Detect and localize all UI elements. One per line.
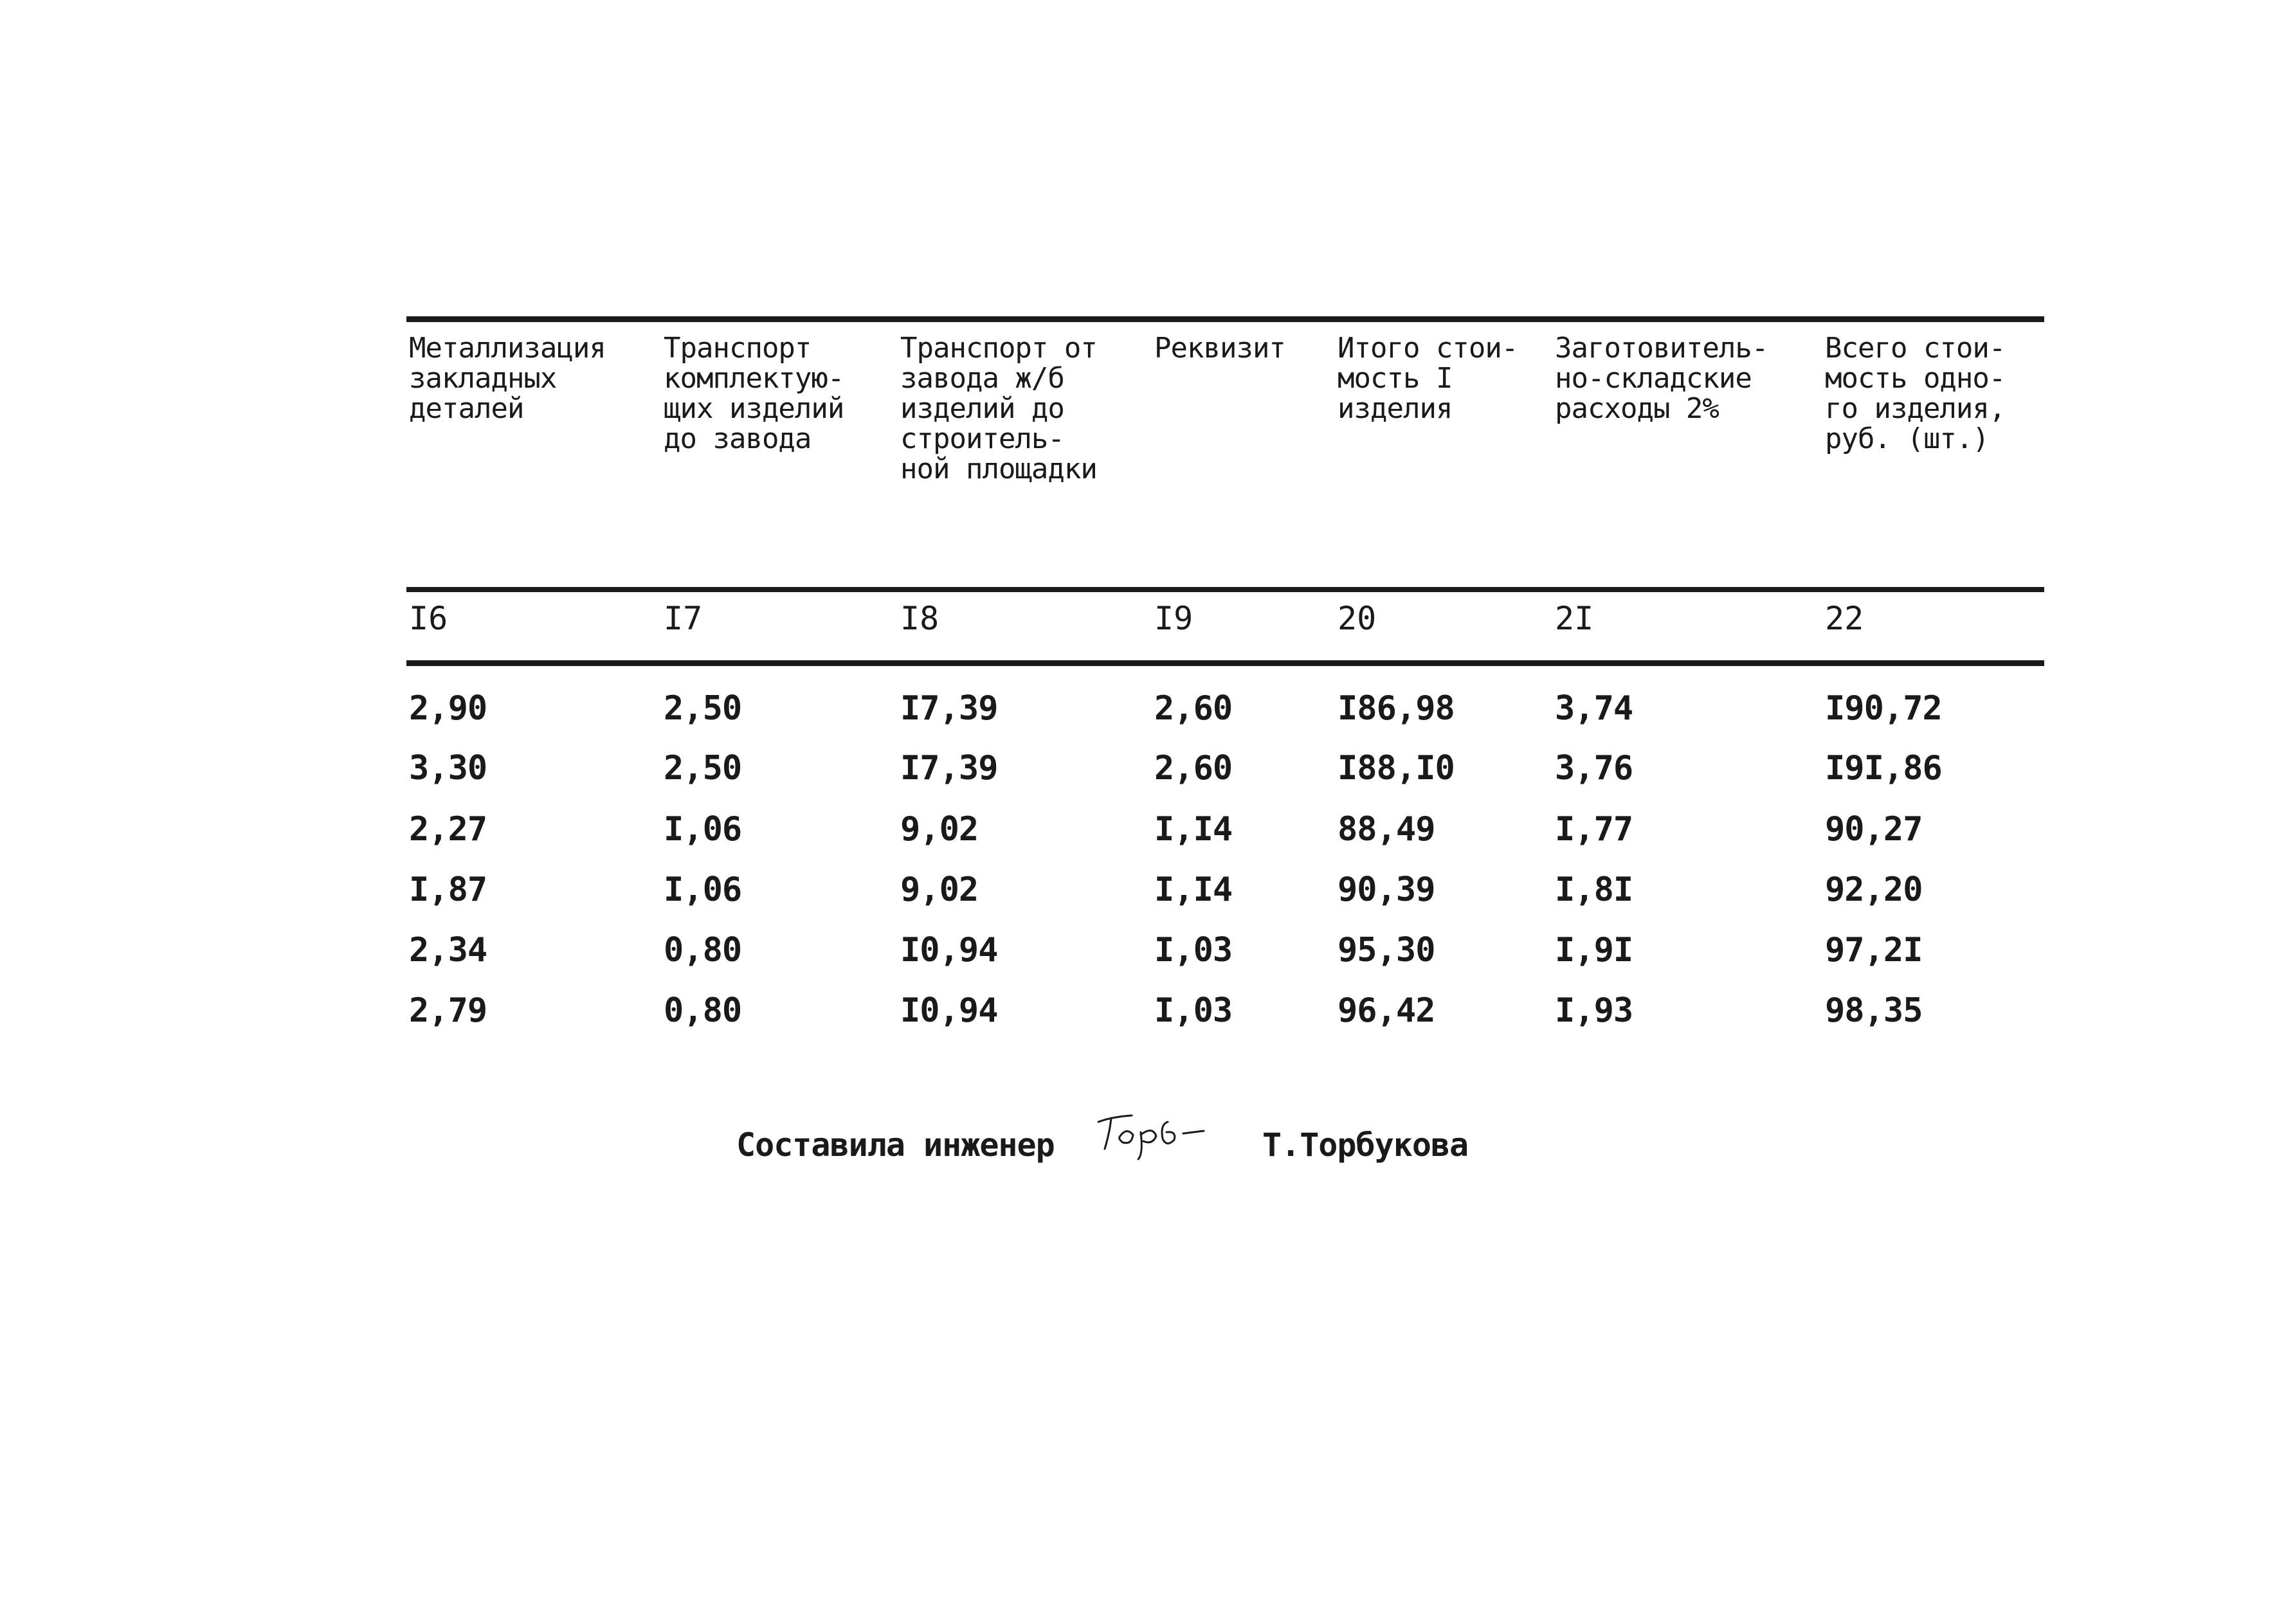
table-cell: 0,80 <box>664 991 742 1030</box>
handwritten-signature <box>1093 1103 1222 1160</box>
table-cell: 2,50 <box>664 689 742 728</box>
column-number-17: I7 <box>664 600 703 637</box>
table-cell: I,03 <box>1154 991 1233 1030</box>
table-cell: 2,79 <box>409 991 487 1030</box>
table-number-rule <box>406 660 2044 666</box>
table-cell: I7,39 <box>900 689 998 728</box>
table-cell: 2,90 <box>409 689 487 728</box>
column-number-16: I6 <box>409 600 448 637</box>
table-cell: 92,20 <box>1825 871 1923 909</box>
table-cell: 90,27 <box>1825 810 1923 849</box>
table-cell: 3,74 <box>1555 689 1633 728</box>
engineer-name: Т.Торбукова <box>1262 1126 1469 1164</box>
table-cell: I,06 <box>664 810 742 849</box>
table-cell: I,03 <box>1154 931 1233 970</box>
table-cell: 2,60 <box>1154 749 1233 788</box>
column-number-18: I8 <box>900 600 939 637</box>
column-number-19: I9 <box>1154 600 1193 637</box>
table-cell: I9I,86 <box>1825 749 1942 788</box>
table-cell: I,77 <box>1555 810 1633 849</box>
table-cell: I,93 <box>1555 991 1633 1030</box>
table-cell: I,06 <box>664 871 742 909</box>
table-cell: 98,35 <box>1825 991 1923 1030</box>
table-cell: 2,34 <box>409 931 487 970</box>
table-cell: I90,72 <box>1825 689 1942 728</box>
column-header-metallization: Металлизация закладных деталей <box>409 332 606 425</box>
table-cell: I7,39 <box>900 749 998 788</box>
table-cell: 0,80 <box>664 931 742 970</box>
column-number-21: 2I <box>1555 600 1594 637</box>
table-cell: 90,39 <box>1338 871 1435 909</box>
column-number-20: 20 <box>1338 600 1377 637</box>
table-cell: 88,49 <box>1338 810 1435 849</box>
table-cell: 3,30 <box>409 749 487 788</box>
table-cell: I0,94 <box>900 991 998 1030</box>
table-cell: I,8I <box>1555 871 1633 909</box>
table-cell: 9,02 <box>900 871 979 909</box>
table-cell: I,87 <box>409 871 487 909</box>
column-header-transport-components: Транспорт комплектую- щих изделий до завода <box>664 332 844 455</box>
table-cell: 95,30 <box>1338 931 1435 970</box>
table-cell: 2,60 <box>1154 689 1233 728</box>
column-header-total-cost: Итого стои- мость I изделия <box>1338 332 1518 425</box>
table-cell: I,9I <box>1555 931 1633 970</box>
column-header-requisite: Реквизит <box>1154 332 1285 365</box>
table-cell: I86,98 <box>1338 689 1455 728</box>
table-cell: I,I4 <box>1154 871 1233 909</box>
table-cell: 2,50 <box>664 749 742 788</box>
table-cell: I88,I0 <box>1338 749 1455 788</box>
column-header-grand-total: Всего стои- мость одно- го изделия, руб. (шт.) <box>1825 332 2006 455</box>
table-cell: 97,2I <box>1825 931 1923 970</box>
table-cell: I0,94 <box>900 931 998 970</box>
table-cell: 9,02 <box>900 810 979 849</box>
table-top-rule <box>406 316 2044 322</box>
column-header-storage-costs: Заготовитель- но-складские расходы 2% <box>1555 332 1768 425</box>
compiled-by-label: Составила инженер <box>736 1126 1055 1164</box>
table-cell: 96,42 <box>1338 991 1435 1030</box>
table-cell: 2,27 <box>409 810 487 849</box>
table-header-rule <box>406 587 2044 592</box>
column-number-22: 22 <box>1825 600 1864 637</box>
table-cell: 3,76 <box>1555 749 1633 788</box>
column-header-transport-to-site: Транспорт от завода ж/б изделий до строитель- ной площадки <box>900 332 1097 485</box>
table-cell: I,I4 <box>1154 810 1233 849</box>
